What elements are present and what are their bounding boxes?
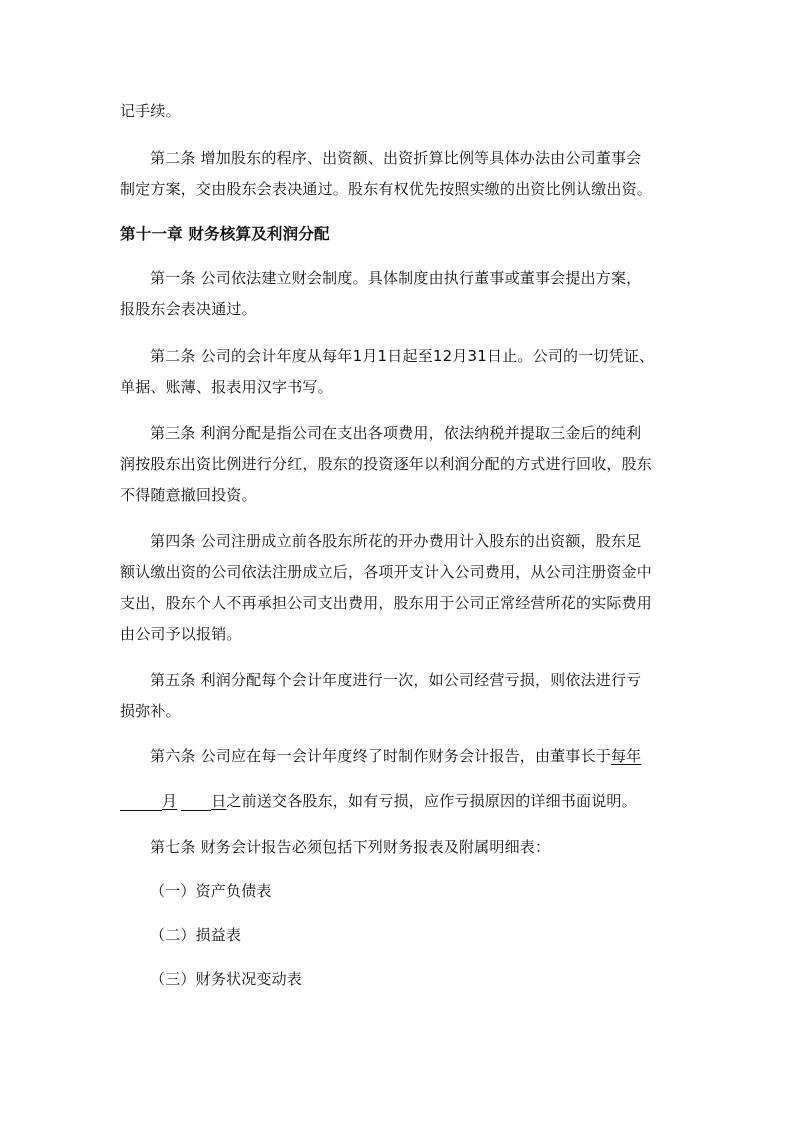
- article-3-line-2: 润按股东出资比例进行分红，股东的投资逐年以利润分配的方式进行回收，股东: [120, 455, 653, 473]
- month-label: 月: [162, 792, 178, 810]
- article-1-line-2: 报股东会表决通过。: [120, 300, 257, 318]
- list-item-1: （一）资产负债表: [150, 882, 272, 900]
- article-1-line-1: 第一条 公司依法建立财会制度。具体制度由执行董事或董事会提出方案，: [150, 269, 642, 287]
- article-6-line-2: [120, 791, 637, 811]
- month-blank: [120, 792, 162, 811]
- day-label: 日: [211, 792, 227, 810]
- article-4-line-4: 由公司予以报销。: [120, 625, 242, 643]
- chapter-11-heading: 第十一章 财务核算及利润分配: [120, 225, 330, 243]
- article-6-text: 第六条 公司应在每一会计年度终了时制作财务会计报告，由董事长于: [150, 747, 611, 765]
- article-2-line-2: 制定方案，交由股东会表决通过。股东有权优先按照实缴的出资比例认缴出资。: [120, 180, 653, 198]
- article-4-line-2: 额认缴出资的公司依法注册成立后，各项开支计入公司费用，从公司注册资金中: [120, 563, 653, 581]
- article-2b-line-1: 第二条 公司的会计年度从每年1月1日起至12月31日止。公司的一切凭证、: [150, 347, 655, 365]
- article-7-line-1: 第七条 财务会计报告必须包括下列财务报表及附属明细表：: [150, 838, 551, 856]
- article-4-line-1: 第四条 公司注册成立前各股东所花的开办费用计入股东的出资额，股东足: [150, 532, 642, 550]
- article-6-date-underlined: 每年: [610, 747, 642, 765]
- article-3-line-3: 不得随意撤回投资。: [120, 486, 257, 504]
- article-3-line-1: 第三条 利润分配是指公司在支出各项费用，依法纳税并提取三金后的纯利: [150, 424, 642, 442]
- list-item-2: （二）损益表: [150, 926, 242, 944]
- article-2b-line-2: 单据、账薄、报表用汉字书写。: [120, 378, 333, 396]
- day-blank: [181, 792, 211, 811]
- article-5-line-1: 第五条 利润分配每个会计年度进行一次，如公司经营亏损，则依法进行亏: [150, 671, 642, 689]
- article-6-text-cont: 之前送交各股东，如有亏损，应作亏损原因的详细书面说明。: [226, 792, 637, 810]
- paragraph-line: 记手续。: [120, 102, 181, 120]
- article-4-line-3: 支出，股东个人不再承担公司支出费用，股东用于公司正常经营所花的实际费用: [120, 594, 653, 612]
- article-5-line-2: 损弥补。: [120, 702, 181, 720]
- article-6-line-1: [150, 746, 641, 766]
- list-item-3: （三）财务状况变动表: [150, 970, 303, 988]
- article-2-line-1: 第二条 增加股东的程序、出资额、出资折算比例等具体办法由公司董事会: [150, 149, 642, 167]
